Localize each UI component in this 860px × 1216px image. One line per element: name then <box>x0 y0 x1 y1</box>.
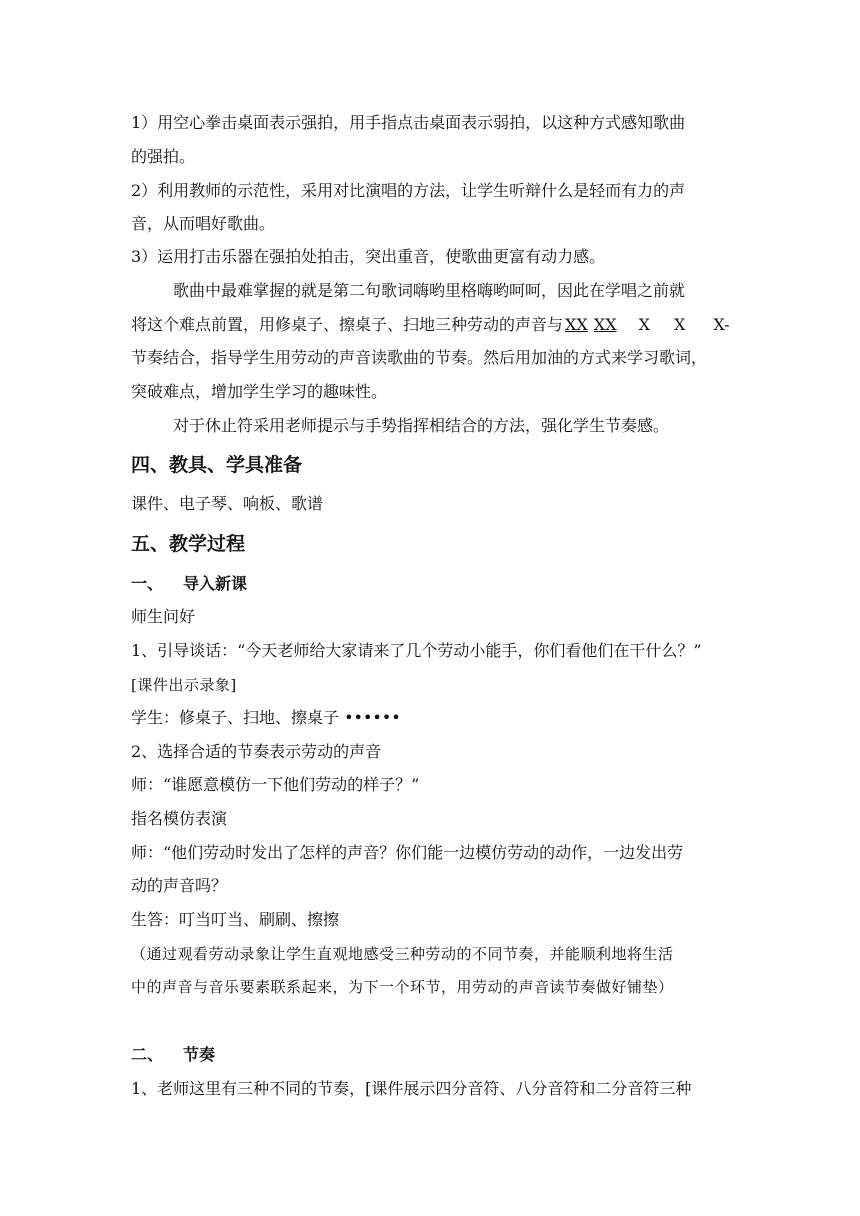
section-heading: 四、教具、学具准备 <box>131 454 303 476</box>
paragraph-text: 将这个难点前置，用修桌子、擦桌子、扫地三种劳动的声音与 <box>131 315 564 334</box>
paragraph-line: 对于休止符采用老师提示与手势指挥相结合的方法，强化学生节奏感。 <box>173 416 670 435</box>
rhythm-symbol: X <box>673 315 686 334</box>
subsection-number: 二、 <box>131 1045 164 1064</box>
paragraph-line: 的强拍。 <box>131 147 196 166</box>
subsection-heading <box>131 1044 215 1066</box>
rhythm-symbol: XX <box>593 315 617 334</box>
paragraph-line: 1）用空心拳击桌面表示强拍，用手指点击桌面表示弱拍，以这种方式感知歌曲 <box>131 113 686 132</box>
subsection-heading <box>131 573 247 595</box>
paragraph-line: [课件出示录象] <box>131 676 237 694</box>
paragraph-line: 师：“谁愿意模仿一下他们劳动的样子？” <box>131 775 420 794</box>
paragraph-line: 课件、电子琴、响板、歌谱 <box>131 494 324 513</box>
note-line: （通过观看劳动录象让学生直观地感受三种劳动的不同节奏，并能顺利地将生活 <box>131 945 674 963</box>
paragraph-line: 生答：叮当叮当、刷刷、擦擦 <box>131 910 340 929</box>
paragraph-line: 2、选择合适的节奏表示劳动的声音 <box>131 742 382 761</box>
rhythm-symbol: XX <box>565 315 588 334</box>
section-heading: 五、教学过程 <box>131 533 246 555</box>
subsection-title: 节奏 <box>183 1045 216 1064</box>
paragraph-line: 1、老师这里有三种不同的节奏，[课件展示四分音符、八分音符和二分音符三种 <box>131 1079 692 1098</box>
paragraph-line: 师：“他们劳动时发出了怎样的声音？你们能一边模仿劳动的动作，一边发出劳 <box>131 843 684 862</box>
paragraph-line: 歌曲中最难掌握的就是第二句歌词嗨哟里格嗨哟呵呵，因此在学唱之前就 <box>173 281 686 300</box>
note-line: 中的声音与音乐要素联系起来，为下一个环节，用劳动的声音读节奏做好铺垫） <box>131 978 674 996</box>
paragraph-line: 指名模仿表演 <box>131 809 228 828</box>
paragraph-line: 突破难点，增加学生学习的趣味性。 <box>131 382 388 401</box>
paragraph-line: 2）利用教师的示范性，采用对比演唱的方法，让学生听辩什么是轻而有力的声 <box>131 181 686 200</box>
paragraph-line: 动的声音吗？ <box>131 876 228 895</box>
subsection-number: 一、 <box>131 574 164 593</box>
paragraph-line: 节奏结合，指导学生用劳动的声音读歌曲的节奏。然后用加油的方式来学习歌词， <box>131 348 708 367</box>
paragraph-line: 1、引导谈话：“今天老师给大家请来了几个劳动小能手，你们看他们在干什么？” <box>131 641 702 660</box>
paragraph-line-rhythm <box>131 314 730 336</box>
rhythm-symbol: X- <box>713 315 730 334</box>
paragraph-line: 师生问好 <box>131 607 196 626</box>
paragraph-line: 音，从而唱好歌曲。 <box>131 214 276 233</box>
paragraph-line: 3）运用打击乐器在强拍处拍击，突出重音，使歌曲更富有动力感。 <box>131 247 606 266</box>
rhythm-symbol: X <box>638 315 650 334</box>
subsection-title: 导入新课 <box>183 574 248 593</box>
paragraph-line: 学生：修桌子、扫地、擦桌子 •••••• <box>131 708 401 727</box>
